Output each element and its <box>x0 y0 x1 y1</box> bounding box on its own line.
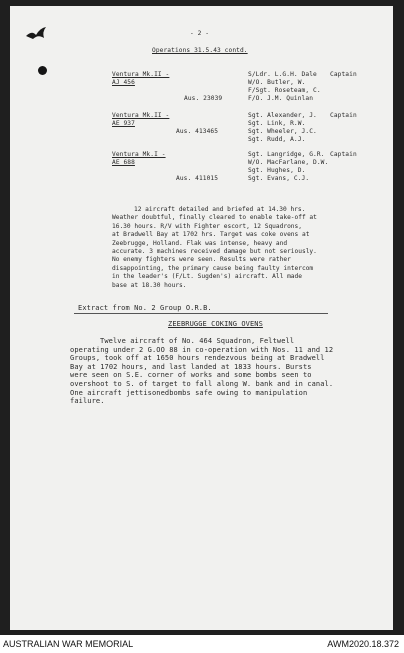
crew-member: F/Sgt. Roseteam, C. <box>248 87 321 94</box>
narrative-line: base at 18.30 hours. <box>112 281 187 289</box>
ink-mark <box>24 24 54 44</box>
narrative-line: disappointing, the primary cause being faulty intercom <box>112 264 314 272</box>
narrative-line: in the leader's (F/Lt. Sugden's) aircraft. All made <box>112 273 302 281</box>
archive-footer <box>0 635 404 653</box>
aircraft-serial: AE 937 <box>112 120 135 127</box>
extract-line: overshoot to S. of target to fall along W. bank and in canal. <box>70 379 334 388</box>
service-number: Aus. 413465 <box>176 128 219 135</box>
crew-member: Sgt. Hughes, D. <box>248 167 306 174</box>
crew-member: Sgt. Alexander, J. <box>248 112 317 119</box>
extract-line: Bay at 1702 hours, and last landed at 1833 hours. Bursts <box>70 362 312 371</box>
footer-accession-number: AWM2020.18.372 <box>327 639 399 649</box>
extract-subtitle: ZEEBRUGGE COKING OVENS <box>168 320 263 328</box>
crew-member: W/O. MacFarlane, D.W. <box>248 159 329 166</box>
crew-role: Captain <box>330 151 357 158</box>
crew-member: Sgt. Wheeler, J.C. <box>248 128 317 135</box>
extract-line: Groups, took off at 1650 hours rendezvous being at Bradwell <box>70 354 325 363</box>
extract-line: failure. <box>70 397 105 406</box>
extract-line: One aircraft jettisonedbombs safe owing to manipulation <box>70 388 308 397</box>
extract-title-rule <box>74 313 328 314</box>
aircraft-type: Ventura Mk.II - <box>112 112 170 119</box>
extract-line: were seen on S.E. corner of works and some bombs seen to <box>70 371 312 380</box>
narrative-line: accurate. 3 machines received damage but not seriously. <box>112 248 317 256</box>
extract-line: operating under 2 G.OO 88 in co-operation with Nos. 11 and 12 <box>70 345 334 354</box>
page-heading: Operations 31.5.43 contd. <box>152 47 248 54</box>
extract-line: Twelve aircraft of No. 464 Squadron, Feltwell <box>100 337 295 345</box>
punch-hole <box>38 66 47 75</box>
service-number: Aus. 411015 <box>176 175 219 182</box>
narrative-line: No enemy fighters were seen. Results were rather <box>112 256 291 264</box>
crew-member: Sgt. Link, R.W. <box>248 120 306 127</box>
narrative-line: at Bradwell Bay at 1702 hrs. Target was coke ovens at <box>112 231 310 239</box>
document-page <box>10 6 393 630</box>
crew-role: Captain <box>330 71 357 78</box>
crew-member: Sgt. Rudd, A.J. <box>248 136 306 143</box>
aircraft-serial: AJ 456 <box>112 79 135 86</box>
crew-role: Captain <box>330 112 357 119</box>
narrative-line: Weather doubtful, finally cleared to enable take-off at <box>112 214 317 222</box>
narrative-line: 16.30 hours. R/V with Fighter escort, 12 Squadrons, <box>112 222 302 230</box>
narrative-line: 12 aircraft detailed and briefed at 14.30 hrs. <box>134 206 306 213</box>
crew-member: Sgt. Evans, C.J. <box>248 175 310 182</box>
extract-title: Extract from No. 2 Group O.R.B. <box>78 304 212 312</box>
narrative-line: Zeebrugge, Holland. Flak was intense, heavy and <box>112 239 288 247</box>
crew-member: S/Ldr. L.G.H. Dale <box>248 71 317 78</box>
operation-narrative <box>112 206 317 290</box>
crew-member: F/O. J.M. Quinlan <box>248 95 314 102</box>
page-number: - 2 - <box>190 30 210 37</box>
crew-member: W/O. Butler, W. <box>248 79 306 86</box>
aircraft-type: Ventura Mk.II - <box>112 71 170 78</box>
aircraft-serial: AE 688 <box>112 159 135 166</box>
footer-institution: AUSTRALIAN WAR MEMORIAL <box>3 639 134 649</box>
aircraft-type: Ventura Mk.I - <box>112 151 166 158</box>
extract-text <box>70 337 333 406</box>
service-number: Aus. 23039 <box>184 95 223 102</box>
crew-member: Sgt. Langridge, G.R. <box>248 151 325 158</box>
